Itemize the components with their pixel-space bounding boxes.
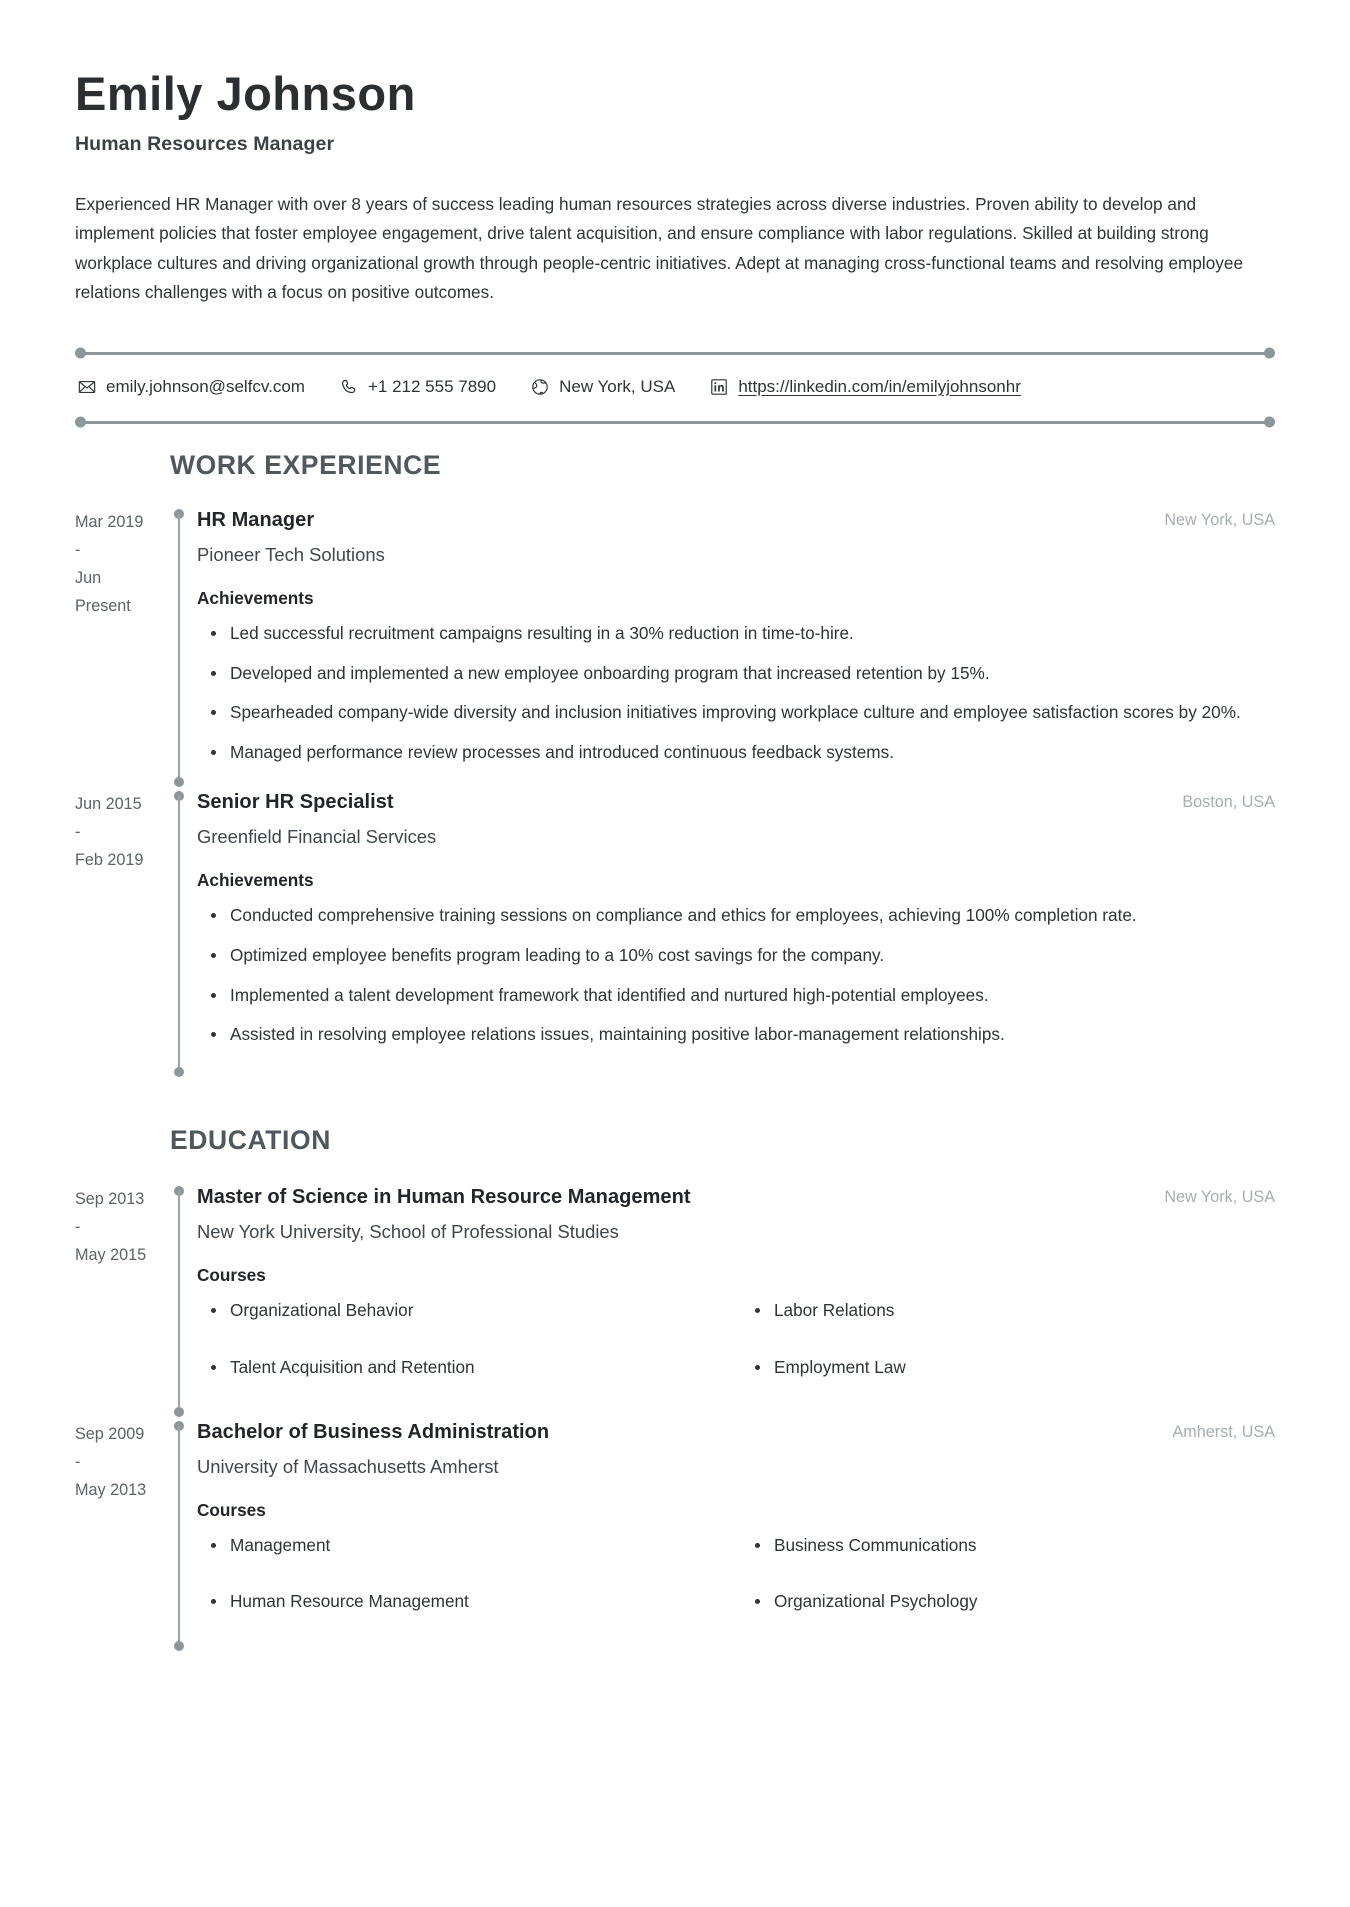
achievements-list <box>197 620 1275 767</box>
list-item: Business Communications <box>741 1532 1275 1560</box>
date-dash: - <box>75 1218 81 1237</box>
timeline-line <box>178 796 180 1072</box>
date-end-line1: Jun <box>75 568 102 587</box>
envelope-icon <box>77 377 97 397</box>
contact-phone-label: +1 212 555 7890 <box>367 376 497 396</box>
entry-subheading: Courses <box>197 1499 266 1520</box>
courses-list <box>197 1297 1275 1411</box>
entry-date-range <box>75 507 161 789</box>
divider-bottom <box>83 421 1267 424</box>
list-item: Managed performance review processes and introduced continuous feedback systems. <box>197 739 1275 767</box>
list-item: Conducted comprehensive training sessions on compliance and ethics for employees, achieving 100% completion rate. <box>197 902 1275 930</box>
job-title: Human Resources Manager <box>75 132 335 155</box>
timeline-marker <box>161 789 197 1079</box>
page-title: Emily Johnson <box>75 67 416 120</box>
list-item: Led successful recruitment campaigns resulting in a 30% reduction in time-to-hire. <box>197 620 1275 648</box>
courses-list <box>197 1532 1275 1646</box>
entry-subheading: Achievements <box>197 587 314 608</box>
timeline-line <box>178 1191 180 1411</box>
timeline-dot-bottom <box>174 777 184 787</box>
list-item: Labor Relations <box>741 1297 1275 1325</box>
entry-degree: Master of Science in Human Resource Management <box>197 1186 691 1209</box>
contact-email[interactable] <box>77 377 305 397</box>
achievements-list <box>197 902 1275 1049</box>
entry-topline <box>197 1419 1275 1445</box>
contact-linkedin-label[interactable]: https://linkedin.com/in/emilyjohnsonhr <box>738 376 1021 396</box>
entry-body <box>197 1419 1275 1653</box>
timeline-dot-bottom <box>174 1067 184 1077</box>
professional-summary: Experienced HR Manager with over 8 years of success leading human resources strategies across diverse industries. Proven ability to develop and implement policies that foster employee engagement, drive talent acquisition, and ensure compliance with labor regulations. Skilled at building strong workplace cultures and driving organizational growth through people-centric initiatives. Adept at managing cross-functional teams and resolving employee relations challenges with a focus on positive outcomes. <box>75 193 1244 303</box>
date-start: Jun 2015 <box>75 795 142 814</box>
entry-location: New York, USA <box>1164 510 1275 529</box>
contact-phone[interactable] <box>339 377 496 397</box>
contact-location-label: New York, USA <box>559 376 676 396</box>
phone-icon <box>339 377 359 397</box>
entry-date-range <box>75 1419 161 1653</box>
timeline-dot-bottom <box>174 1407 184 1417</box>
list-item: Employment Law <box>741 1354 1275 1382</box>
education-entry <box>75 1184 1275 1418</box>
linkedin-icon <box>709 377 729 397</box>
timeline-line <box>178 514 180 782</box>
entry-institution: New York University, School of Professional Studies <box>197 1221 619 1243</box>
entry-date-range <box>75 789 161 1079</box>
list-item: Human Resource Management <box>197 1588 731 1616</box>
list-item: Talent Acquisition and Retention <box>197 1354 731 1382</box>
section-work-experience <box>75 450 1275 1079</box>
entry-topline <box>197 507 1275 533</box>
timeline-marker <box>161 1419 197 1653</box>
list-item: Optimized employee benefits program leading to a 10% cost savings for the company. <box>197 942 1275 970</box>
entry-topline <box>197 1184 1275 1210</box>
timeline-marker <box>161 1184 197 1418</box>
entry-organization: Greenfield Financial Services <box>197 826 437 848</box>
entry-date-range <box>75 1184 161 1418</box>
entry-role: HR Manager <box>197 508 315 531</box>
date-start: Sep 2009 <box>75 1424 145 1443</box>
date-start: Mar 2019 <box>75 512 144 531</box>
section-education <box>75 1125 1275 1653</box>
entry-body <box>197 507 1275 789</box>
divider-top <box>83 352 1267 355</box>
list-item: Implemented a talent development framework that identified and nurtured high-potential employees. <box>197 982 1275 1010</box>
date-dash: - <box>75 540 81 559</box>
date-end-line2: Present <box>75 596 131 615</box>
entry-body <box>197 789 1275 1079</box>
list-item: Assisted in resolving employee relations issues, maintaining positive labor-management relationships. <box>197 1021 1275 1049</box>
date-end-line1: May 2015 <box>75 1246 147 1265</box>
list-item: Developed and implemented a new employee onboarding program that increased retention by 15%. <box>197 660 1275 688</box>
timeline-line <box>178 1426 180 1646</box>
date-end-line1: May 2013 <box>75 1480 147 1499</box>
date-dash: - <box>75 1452 81 1471</box>
timeline-marker <box>161 507 197 789</box>
entry-body <box>197 1184 1275 1418</box>
list-item: Organizational Behavior <box>197 1297 731 1325</box>
entry-organization: Pioneer Tech Solutions <box>197 543 385 565</box>
contact-linkedin[interactable] <box>709 377 1021 397</box>
list-item: Spearheaded company-wide diversity and inclusion initiatives improving workplace culture and employee satisfaction scores by 20%. <box>197 699 1275 727</box>
entry-degree: Bachelor of Business Administration <box>197 1420 550 1443</box>
work-entry <box>75 507 1275 789</box>
section-heading-work: WORK EXPERIENCE <box>170 449 442 480</box>
entry-location: Boston, USA <box>1182 793 1275 812</box>
entry-location: Amherst, USA <box>1172 1422 1275 1441</box>
list-item: Organizational Psychology <box>741 1588 1275 1616</box>
education-entry <box>75 1419 1275 1653</box>
entry-institution: University of Massachusetts Amherst <box>197 1455 499 1477</box>
entry-topline <box>197 789 1275 815</box>
contact-strip <box>75 352 1275 424</box>
contact-row <box>75 355 1275 421</box>
work-entry <box>75 789 1275 1079</box>
resume-header <box>75 68 1275 308</box>
timeline-dot-bottom <box>174 1641 184 1651</box>
entry-subheading: Courses <box>197 1265 266 1286</box>
entry-role: Senior HR Specialist <box>197 791 394 814</box>
entry-location: New York, USA <box>1164 1188 1275 1207</box>
date-dash: - <box>75 823 81 841</box>
list-item: Management <box>197 1532 731 1560</box>
globe-icon <box>530 377 550 397</box>
contact-location[interactable] <box>530 377 675 397</box>
date-start: Sep 2013 <box>75 1190 145 1209</box>
entry-subheading: Achievements <box>197 869 314 890</box>
section-heading-education: EDUCATION <box>170 1125 331 1156</box>
date-end-line1: Feb 2019 <box>75 850 144 869</box>
contact-email-label: emily.johnson@selfcv.com <box>106 376 305 396</box>
